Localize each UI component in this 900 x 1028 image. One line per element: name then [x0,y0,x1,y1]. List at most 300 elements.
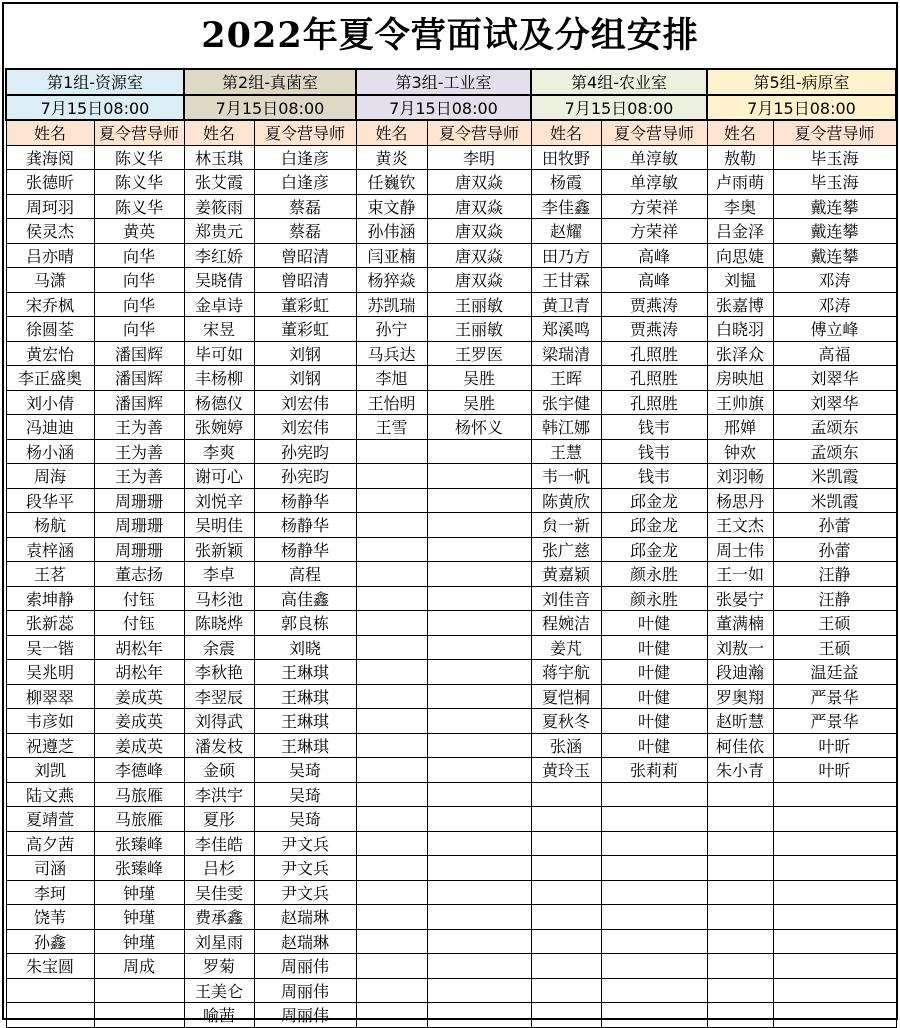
mentor-name-cell: 王硕 [773,611,896,636]
student-name-cell [356,782,427,807]
group-4-col-mentor: 夏令营导师 [601,120,707,145]
student-name-cell: 张嘉博 [707,292,773,317]
mentor-name-cell: 孙宪昀 [254,439,356,464]
student-name-cell: 白晓羽 [707,317,773,342]
student-name-cell: 龚海阅 [6,145,94,170]
table-row [6,758,896,783]
student-name-cell [531,880,601,905]
mentor-name-cell: 王琳琪 [254,684,356,709]
mentor-name-cell [601,831,707,856]
mentor-name-cell [427,880,531,905]
mentor-name-cell: 孙蕾 [773,537,896,562]
mentor-name-cell: 周丽伟 [254,1003,356,1028]
student-name-cell [356,929,427,954]
mentor-name-cell [601,905,707,930]
student-name-cell: 杨航 [6,513,94,538]
schedule-sheet [2,2,898,1026]
mentor-name-cell: 吴琦 [254,782,356,807]
mentor-name-cell [427,733,531,758]
student-name-cell: 金卓诗 [184,292,254,317]
group-1-col-name: 姓名 [6,120,94,145]
student-name-cell: 任巍钦 [356,170,427,195]
mentor-name-cell: 付钰 [94,586,184,611]
table-row [6,880,896,905]
mentor-name-cell [773,856,896,881]
student-name-cell [356,464,427,489]
mentor-name-cell: 刘晓 [254,635,356,660]
table-row [6,464,896,489]
table-row [6,562,896,587]
mentor-name-cell: 王罗医 [427,341,531,366]
mentor-name-cell: 尹文兵 [254,880,356,905]
mentor-name-cell: 周珊珊 [94,537,184,562]
mentor-name-cell: 马旅雁 [94,807,184,832]
student-name-cell: 刘韫 [707,268,773,293]
table-row [6,439,896,464]
student-name-cell: 赵耀 [531,219,601,244]
mentor-name-cell [601,856,707,881]
mentor-name-cell: 贾燕涛 [601,292,707,317]
table-row [6,513,896,538]
mentor-name-cell [427,856,531,881]
student-name-cell [531,856,601,881]
student-name-cell: 段华平 [6,488,94,513]
mentor-name-cell: 孟颂东 [773,415,896,440]
student-name-cell: 王雪 [356,415,427,440]
mentor-name-cell [427,684,531,709]
mentor-name-cell: 蔡磊 [254,219,356,244]
mentor-name-cell: 李明 [427,145,531,170]
student-name-cell: 张广慈 [531,537,601,562]
mentor-name-cell: 高峰 [601,243,707,268]
mentor-name-cell: 刘钢 [254,341,356,366]
mentor-name-cell: 钱韦 [601,464,707,489]
student-name-cell: 马兵达 [356,341,427,366]
student-name-cell [356,562,427,587]
mentor-name-cell: 邱金龙 [601,513,707,538]
student-name-cell: 张新颖 [184,537,254,562]
mentor-name-cell [427,978,531,1003]
mentor-name-cell [601,782,707,807]
student-name-cell: 邢婵 [707,415,773,440]
student-name-cell [707,905,773,930]
mentor-name-cell: 白逢彦 [254,170,356,195]
student-name-cell: 李秋艳 [184,660,254,685]
student-name-cell: 夏彤 [184,807,254,832]
mentor-name-cell [773,954,896,979]
schedule-body [6,145,896,1027]
student-name-cell [356,905,427,930]
group-1-name: 第1组-资源室 [6,69,184,95]
group-2-name: 第2组-真菌室 [184,69,356,95]
student-name-cell: 夏靖萱 [6,807,94,832]
student-name-cell: 程婉洁 [531,611,601,636]
student-name-cell [356,978,427,1003]
mentor-name-cell: 毕玉海 [773,170,896,195]
mentor-name-cell [427,586,531,611]
student-name-cell: 刘悦辛 [184,488,254,513]
student-name-cell [356,1003,427,1028]
student-name-cell: 侯灵杰 [6,219,94,244]
mentor-name-cell: 钱韦 [601,415,707,440]
mentor-name-cell: 钟瑾 [94,880,184,905]
mentor-name-cell [601,954,707,979]
student-name-cell: 李奥 [707,194,773,219]
mentor-name-cell: 米凯霞 [773,488,896,513]
student-name-cell: 谢可心 [184,464,254,489]
student-name-cell [356,954,427,979]
mentor-name-cell: 吴琦 [254,807,356,832]
student-name-cell: 吴一锴 [6,635,94,660]
group-3-name: 第3组-工业室 [356,69,531,95]
student-name-cell: 祝遵芝 [6,733,94,758]
mentor-name-cell: 刘翠华 [773,366,896,391]
mentor-name-cell [427,513,531,538]
mentor-name-cell [601,978,707,1003]
student-name-cell: 梁瑞清 [531,341,601,366]
table-row [6,831,896,856]
student-name-cell: 李旭 [356,366,427,391]
mentor-name-cell [601,929,707,954]
student-name-cell: 黄嘉颖 [531,562,601,587]
mentor-name-cell [427,464,531,489]
mentor-name-cell: 周丽伟 [254,954,356,979]
table-row [6,635,896,660]
mentor-name-cell: 唐双焱 [427,243,531,268]
mentor-name-cell: 严景华 [773,709,896,734]
mentor-name-cell: 叶健 [601,709,707,734]
mentor-name-cell: 吴琦 [254,758,356,783]
mentor-name-cell: 叶健 [601,660,707,685]
student-name-cell: 黄炎 [356,145,427,170]
mentor-name-cell: 王琳琪 [254,733,356,758]
mentor-name-cell: 向华 [94,243,184,268]
mentor-name-cell [427,439,531,464]
student-name-cell: 陈晓烨 [184,611,254,636]
student-name-cell [356,709,427,734]
group-5-name: 第5组-病原室 [707,69,896,95]
mentor-name-cell: 刘宏伟 [254,415,356,440]
student-name-cell: 黄卫青 [531,292,601,317]
student-name-cell [531,929,601,954]
mentor-name-cell [427,562,531,587]
mentor-name-cell [427,488,531,513]
student-name-cell: 周珂羽 [6,194,94,219]
student-name-cell: 林玉琪 [184,145,254,170]
table-row [6,709,896,734]
mentor-name-cell: 吴胜 [427,366,531,391]
student-name-cell: 吴明佳 [184,513,254,538]
student-name-cell: 贠一新 [531,513,601,538]
student-name-cell: 余震 [184,635,254,660]
mentor-name-cell: 钱韦 [601,439,707,464]
mentor-name-cell: 潘国辉 [94,341,184,366]
group-4-col-name: 姓名 [531,120,601,145]
student-name-cell: 束文静 [356,194,427,219]
mentor-name-cell: 严景华 [773,684,896,709]
student-name-cell [6,978,94,1003]
table-row [6,268,896,293]
student-name-cell [6,1003,94,1028]
student-name-cell: 刘得武 [184,709,254,734]
student-name-cell: 陆文燕 [6,782,94,807]
student-name-cell: 韦彦如 [6,709,94,734]
student-name-cell: 丰杨柳 [184,366,254,391]
student-name-cell: 董满楠 [707,611,773,636]
student-name-cell: 赵昕慧 [707,709,773,734]
mentor-name-cell: 高佳鑫 [254,586,356,611]
mentor-name-cell [773,831,896,856]
table-row [6,219,896,244]
table-row [6,194,896,219]
student-name-cell [531,831,601,856]
mentor-name-cell [427,905,531,930]
student-name-cell: 郑溪鸣 [531,317,601,342]
time-header-row [6,95,896,121]
mentor-name-cell [773,1003,896,1028]
mentor-name-cell: 吴胜 [427,390,531,415]
student-name-cell: 郑贵元 [184,219,254,244]
mentor-name-cell: 周成 [94,954,184,979]
student-name-cell: 毕可如 [184,341,254,366]
mentor-name-cell: 汪静 [773,586,896,611]
student-name-cell: 袁梓涵 [6,537,94,562]
mentor-name-cell: 戴连攀 [773,243,896,268]
student-name-cell: 房映旭 [707,366,773,391]
mentor-name-cell: 邓涛 [773,268,896,293]
mentor-name-cell: 孔照胜 [601,341,707,366]
student-name-cell: 王美仑 [184,978,254,1003]
table-row [6,978,896,1003]
student-name-cell: 马杉池 [184,586,254,611]
student-name-cell: 杨小涵 [6,439,94,464]
mentor-name-cell: 叶健 [601,611,707,636]
mentor-name-cell: 王硕 [773,635,896,660]
page-title: 2022年夏令营面试及分组安排 [201,15,699,56]
group-1-time: 7月15日08:00 [6,95,184,121]
mentor-name-cell: 方荣祥 [601,194,707,219]
student-name-cell: 吴晓倩 [184,268,254,293]
table-row [6,660,896,685]
student-name-cell: 司涵 [6,856,94,881]
mentor-name-cell [94,978,184,1003]
student-name-cell: 王文杰 [707,513,773,538]
student-name-cell: 宋乔枫 [6,292,94,317]
group-3-col-mentor: 夏令营导师 [427,120,531,145]
student-name-cell: 刘佳音 [531,586,601,611]
mentor-name-cell: 单淳敏 [601,170,707,195]
mentor-name-cell: 张莉莉 [601,758,707,783]
student-name-cell: 张晏宁 [707,586,773,611]
student-name-cell: 高夕茜 [6,831,94,856]
student-name-cell: 敖勒 [707,145,773,170]
student-name-cell: 李正盛奥 [6,366,94,391]
student-name-cell: 周海 [6,464,94,489]
table-row [6,292,896,317]
student-name-cell: 张宇健 [531,390,601,415]
mentor-name-cell: 黄英 [94,219,184,244]
student-name-cell: 王慧 [531,439,601,464]
student-name-cell: 索坤静 [6,586,94,611]
group-4-name: 第4组-农业室 [531,69,707,95]
group-5-time: 7月15日08:00 [707,95,896,121]
mentor-name-cell: 尹文兵 [254,831,356,856]
mentor-name-cell: 向华 [94,317,184,342]
mentor-name-cell: 颜永胜 [601,586,707,611]
mentor-name-cell [773,880,896,905]
mentor-name-cell: 胡松年 [94,635,184,660]
mentor-name-cell: 杨静华 [254,488,356,513]
student-name-cell: 杨思丹 [707,488,773,513]
student-name-cell: 李洪宇 [184,782,254,807]
table-row [6,170,896,195]
student-name-cell: 喻茜 [184,1003,254,1028]
mentor-name-cell: 马旅雁 [94,782,184,807]
table-row [6,807,896,832]
mentor-name-cell [427,660,531,685]
mentor-name-cell [601,807,707,832]
mentor-name-cell: 张臻峰 [94,831,184,856]
mentor-name-cell: 姜成英 [94,709,184,734]
student-name-cell: 夏秋冬 [531,709,601,734]
mentor-name-cell [427,611,531,636]
mentor-name-cell: 李德峰 [94,758,184,783]
student-name-cell [356,880,427,905]
mentor-name-cell: 陈义华 [94,145,184,170]
mentor-name-cell: 杨静华 [254,513,356,538]
mentor-name-cell [427,831,531,856]
student-name-cell [531,807,601,832]
student-name-cell: 韩江娜 [531,415,601,440]
mentor-name-cell: 蔡磊 [254,194,356,219]
student-name-cell: 周士伟 [707,537,773,562]
mentor-name-cell: 赵瑞琳 [254,905,356,930]
student-name-cell: 吴佳雯 [184,880,254,905]
student-name-cell: 罗奥翔 [707,684,773,709]
student-name-cell [356,733,427,758]
mentor-name-cell: 毕玉海 [773,145,896,170]
student-name-cell: 姜芃 [531,635,601,660]
student-name-cell: 陈黄欣 [531,488,601,513]
mentor-name-cell: 孟颂东 [773,439,896,464]
student-name-cell: 刘小倩 [6,390,94,415]
table-row [6,415,896,440]
student-name-cell: 夏恺桐 [531,684,601,709]
mentor-name-cell: 钟瑾 [94,905,184,930]
student-name-cell: 段迪瀚 [707,660,773,685]
table-row [6,856,896,881]
student-name-cell [531,1003,601,1028]
student-name-cell: 李红娇 [184,243,254,268]
student-name-cell: 张涵 [531,733,601,758]
mentor-name-cell: 张臻峰 [94,856,184,881]
mentor-name-cell: 杨静华 [254,537,356,562]
student-name-cell: 王晖 [531,366,601,391]
table-row [6,537,896,562]
mentor-name-cell: 叶昕 [773,758,896,783]
table-row [6,905,896,930]
table-row [6,733,896,758]
student-name-cell: 王怡明 [356,390,427,415]
mentor-name-cell: 唐双焱 [427,194,531,219]
mentor-name-cell: 周珊珊 [94,488,184,513]
group-2-time: 7月15日08:00 [184,95,356,121]
student-name-cell [356,488,427,513]
student-name-cell: 刘羽畅 [707,464,773,489]
mentor-name-cell: 叶健 [601,733,707,758]
student-name-cell: 朱小青 [707,758,773,783]
student-name-cell: 吕亦晴 [6,243,94,268]
mentor-name-cell: 董志扬 [94,562,184,587]
mentor-name-cell: 颜永胜 [601,562,707,587]
student-name-cell: 饶苇 [6,905,94,930]
student-name-cell [356,611,427,636]
mentor-name-cell [427,954,531,979]
student-name-cell: 孙伟涵 [356,219,427,244]
student-name-cell [707,831,773,856]
mentor-name-cell: 戴连攀 [773,219,896,244]
student-name-cell [707,978,773,1003]
mentor-name-cell: 唐双焱 [427,170,531,195]
student-name-cell [707,856,773,881]
table-row [6,243,896,268]
mentor-name-cell [427,709,531,734]
group-1-col-mentor: 夏令营导师 [94,120,184,145]
student-name-cell: 王一如 [707,562,773,587]
student-name-cell: 黄宏怡 [6,341,94,366]
student-name-cell [531,978,601,1003]
mentor-name-cell [427,537,531,562]
mentor-name-cell: 钟瑾 [94,929,184,954]
mentor-name-cell: 王丽敏 [427,292,531,317]
table-row [6,586,896,611]
mentor-name-cell: 向华 [94,292,184,317]
student-name-cell [707,954,773,979]
student-name-cell: 费承鑫 [184,905,254,930]
student-name-cell: 杨德仪 [184,390,254,415]
student-name-cell: 徐圆荃 [6,317,94,342]
mentor-name-cell: 潘国辉 [94,366,184,391]
mentor-name-cell: 叶健 [601,635,707,660]
mentor-name-cell: 陈义华 [94,194,184,219]
mentor-name-cell: 孙蕾 [773,513,896,538]
group-3-time: 7月15日08:00 [356,95,531,121]
student-name-cell [356,537,427,562]
student-name-cell: 王甘霖 [531,268,601,293]
student-name-cell: 张德昕 [6,170,94,195]
mentor-name-cell: 温廷益 [773,660,896,685]
mentor-name-cell [601,1003,707,1028]
student-name-cell [531,905,601,930]
student-name-cell [707,929,773,954]
student-name-cell: 孙宁 [356,317,427,342]
student-name-cell: 蒋宇航 [531,660,601,685]
student-name-cell: 李佳鑫 [531,194,601,219]
table-row [6,1003,896,1028]
student-name-cell [356,586,427,611]
mentor-name-cell [427,1003,531,1028]
student-name-cell: 黄玲玉 [531,758,601,783]
mentor-name-cell [773,905,896,930]
mentor-name-cell: 贾燕涛 [601,317,707,342]
student-name-cell: 吕杉 [184,856,254,881]
student-name-cell [707,880,773,905]
mentor-name-cell [773,929,896,954]
group-3-col-name: 姓名 [356,120,427,145]
table-row [6,954,896,979]
mentor-name-cell: 傅立峰 [773,317,896,342]
mentor-name-cell: 方荣祥 [601,219,707,244]
